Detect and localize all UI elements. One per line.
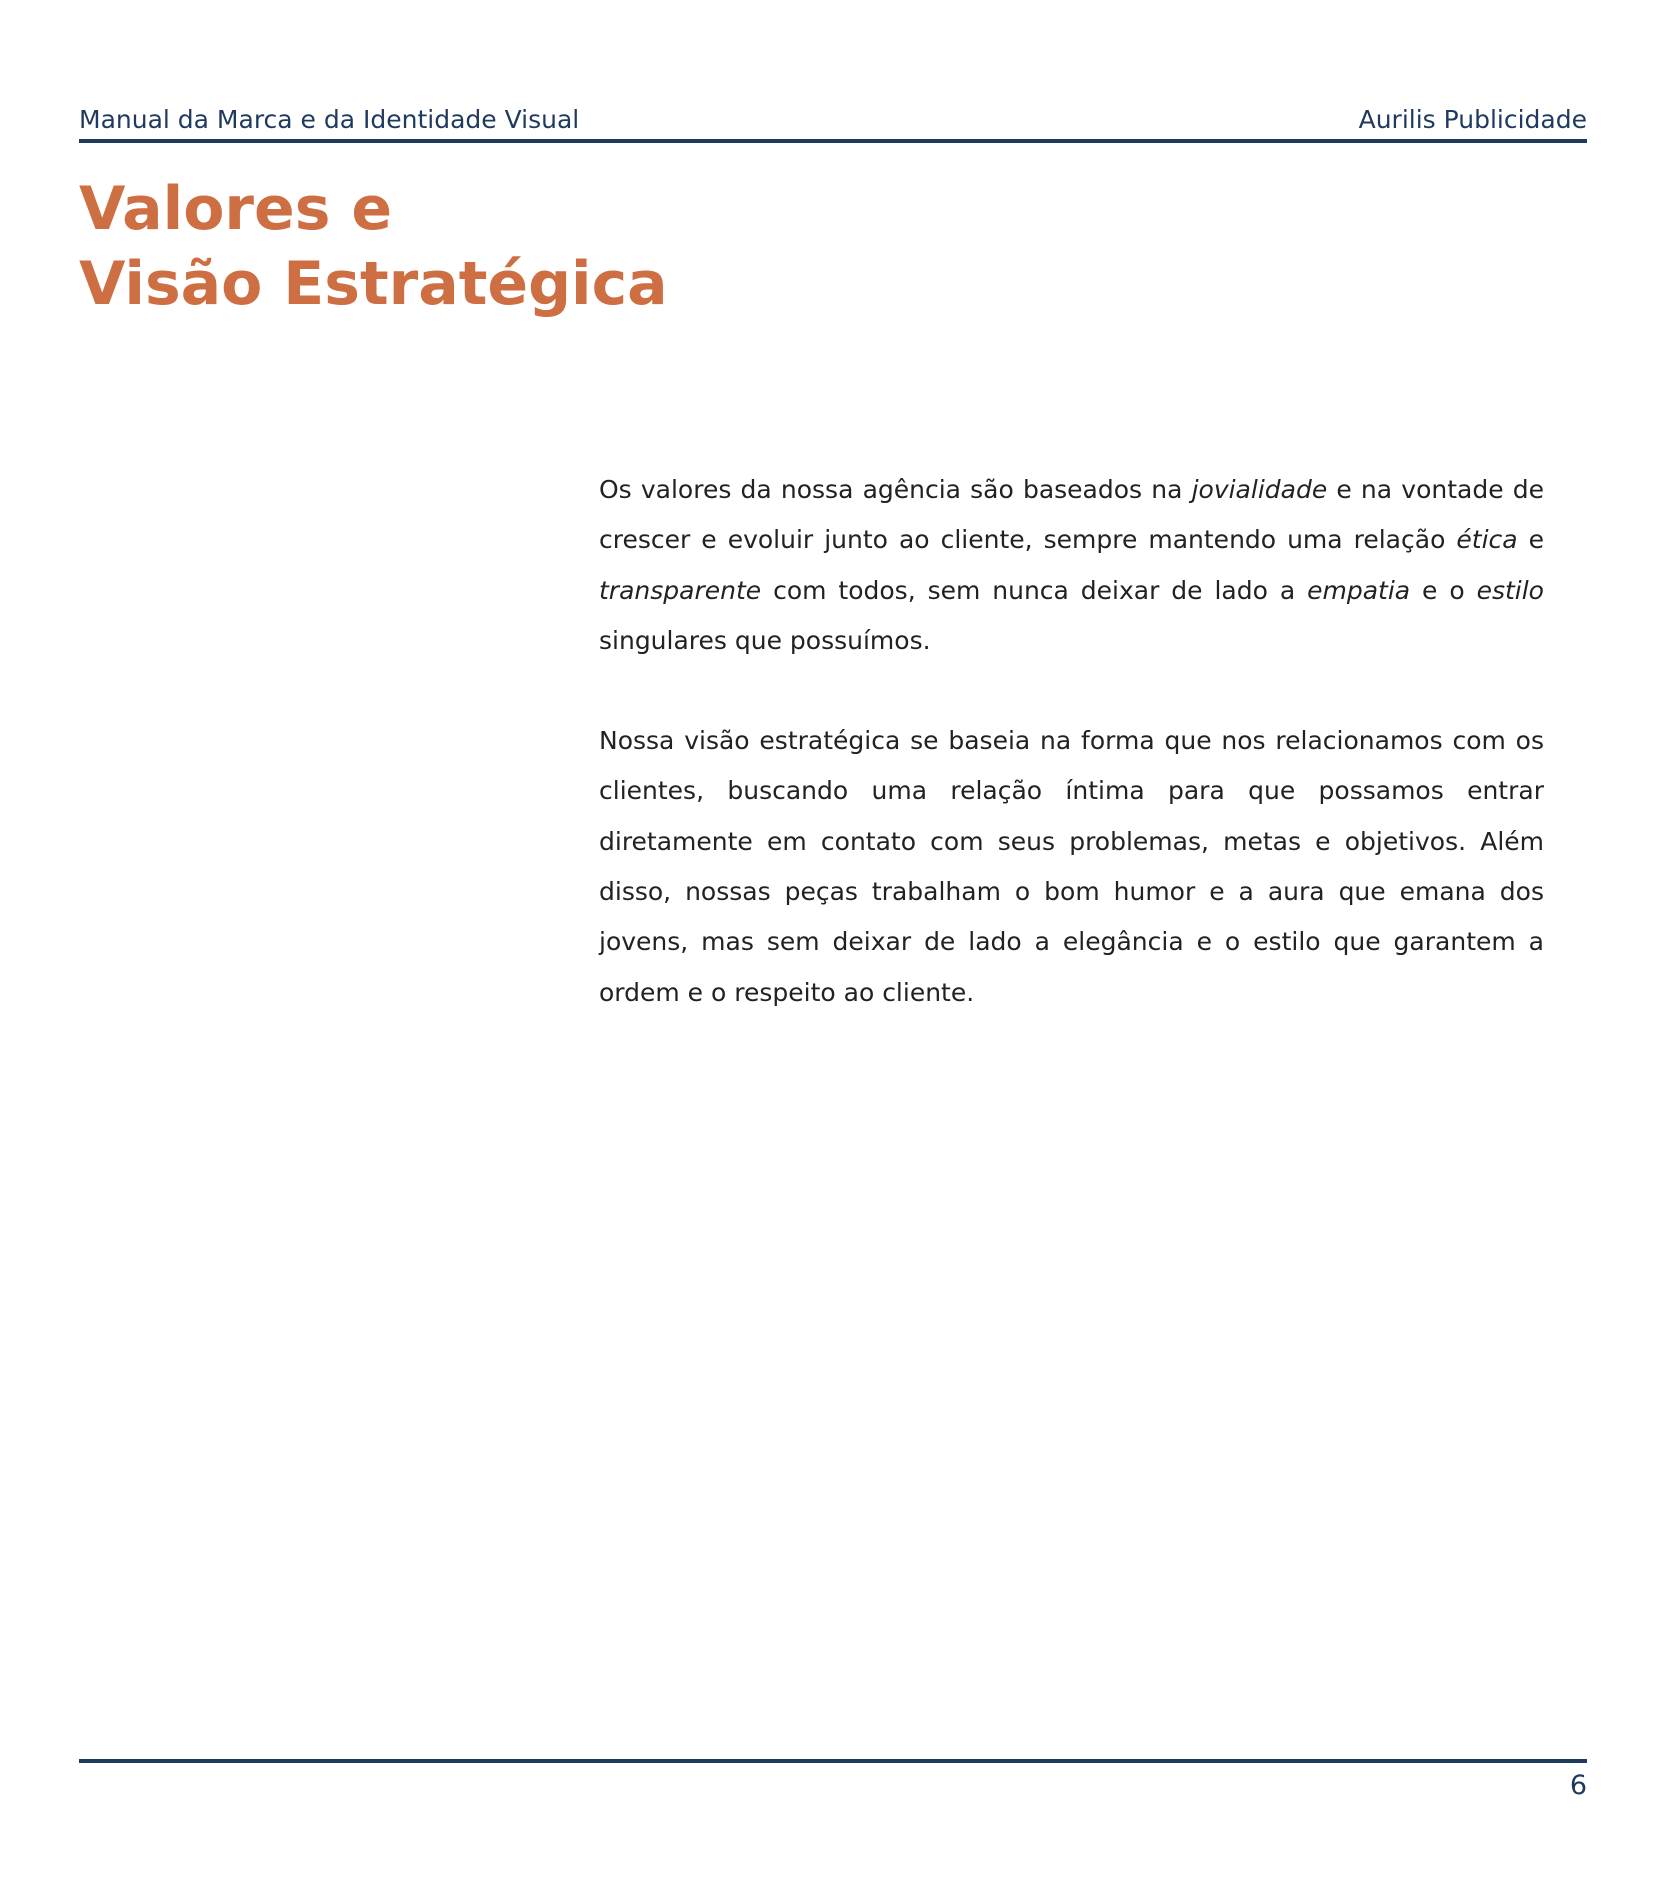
footer-divider [79, 1759, 1587, 1763]
p1-text-1: Os valores da nossa agência são baseados na [599, 475, 1192, 504]
header-divider [79, 139, 1587, 143]
section-title [79, 172, 668, 322]
paragraph-strategic-vision: Nossa visão estratégica se baseia na forma que nos relacionamos com os clientes, buscando uma relação íntima para que possamos entrar diretamente em contato com seus problemas, metas e objetivos. Além disso, nossas peças trabalham o bom humor e a aura que emana dos jovens, mas sem deixar de lado a elegância e o estilo que garantem a ordem e o respeito ao cliente. [599, 726, 1544, 1007]
p1-text-3: e [1517, 525, 1544, 555]
p1-emphasis-transparente: transparente [599, 575, 762, 605]
p1-emphasis-etica: ética [1456, 525, 1518, 555]
section-title-line-2: Visão Estratégica [79, 249, 668, 319]
section-title-line-1: Valores e [79, 174, 393, 244]
p1-text-6: singulares que possuímos. [599, 625, 931, 655]
p1-emphasis-estilo: estilo [1476, 575, 1544, 605]
p1-text-5: e o [1410, 575, 1477, 605]
page-number: 6 [1569, 1770, 1587, 1801]
paragraph-values [599, 465, 1544, 666]
p1-emphasis-jovialidade: jovialidade [1191, 475, 1328, 504]
document-title: Manual da Marca e da Identidade Visual [79, 105, 580, 134]
p1-text-4: com todos, sem nunca deixar de lado a [761, 575, 1308, 605]
company-name: Aurilis Publicidade [1358, 105, 1587, 134]
p1-text-2: e na vontade de crescer e evoluir junto ao cliente, sempre mantendo uma relação [599, 475, 1544, 555]
page-header [79, 103, 1587, 143]
body-text [599, 465, 1544, 1068]
p1-emphasis-empatia: empatia [1307, 575, 1411, 605]
